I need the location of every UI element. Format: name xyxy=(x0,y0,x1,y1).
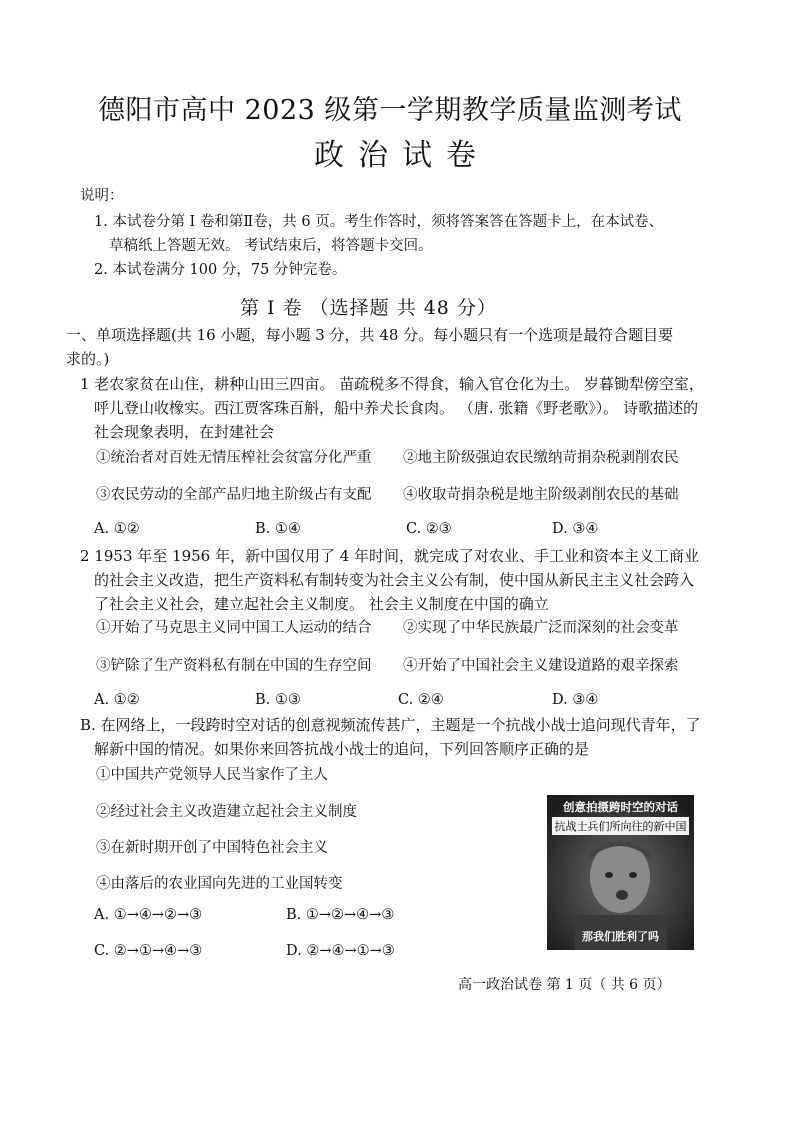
q3-statement-3: ③在新时期开创了中国特色社会主义 xyxy=(96,840,328,856)
q1-statement-2: ②地主阶级强迫农民缴纳苛捐杂税剥削农民 xyxy=(403,450,679,466)
q3-option-d: D. ②→④→①→③ xyxy=(286,943,395,959)
q3-statement-2: ②经过社会主义改造建立起社会主义制度 xyxy=(96,804,357,820)
q2-option-c: C. ②④ xyxy=(398,692,444,708)
q3-option-a: A. ①→④→②→③ xyxy=(94,907,203,923)
q1-statement-1: ①统治者对百姓无情压榨社会贫富分化严重 xyxy=(96,450,372,466)
section-instruction-line-1: 一、单项选择题(共 16 小题，每小题 3 分，共 48 分。每小题只有一个选项是最符合题目要 xyxy=(66,326,674,344)
q2-option-d: D. ③④ xyxy=(552,692,599,708)
q1-option-d: D. ③④ xyxy=(552,521,599,537)
q2-option-b: B. ①③ xyxy=(255,692,301,708)
note-item-1-line-2: 草稿纸上答题无效。 考试结束后，将答题卡交回。 xyxy=(109,238,433,254)
image-caption-bottom: 那我们胜利了吗 xyxy=(582,930,659,943)
image-caption-top: 创意拍摄跨时空的对话 xyxy=(563,800,678,814)
note-item-1-line-1: 1. 本试卷分第 I 卷和第Ⅱ卷，共 6 页。考生作答时，须将答案答在答题卡上，在本试卷、 xyxy=(94,214,664,230)
q1-stem-line-1: 1 老农家贫在山住，耕种山田三四亩。 苗疏税多不得食，输入官仓化为土。 岁暮锄犁傍空室， xyxy=(80,375,704,393)
image-caption-mid: 抗战士兵们所向往的新中国 xyxy=(552,817,689,835)
subject-title: 政治试卷 xyxy=(314,138,490,173)
q1-stem-line-2: 呼儿登山收橡实。西江贾客珠百斛，船中养犬长食肉。 （唐. 张籍《野老歌》）。 诗歌描述的 xyxy=(94,399,699,417)
q3-option-b: B. ①→②→④→③ xyxy=(286,907,395,923)
q2-stem-line-1: 2 1953 年至 1956 年，新中国仅用了 4 年时间，就完成了对农业、手工业和资本主义工商业 xyxy=(80,547,700,565)
q3-stem-line-1: B. 在网络上，一段跨时空对话的创意视频流传甚广，主题是一个抗战小战士追问现代青年，了 xyxy=(80,716,701,734)
section-instruction-line-2: 求的。) xyxy=(66,350,110,368)
soldier-video-image xyxy=(547,795,694,950)
notes-label: 说明： xyxy=(80,188,124,204)
section-heading: 第 I 卷 （选择题 共 48 分） xyxy=(240,297,497,319)
q3-statement-1: ①中国共产党领导人民当家作了主人 xyxy=(96,767,328,783)
q2-stem-line-3: 了社会主义社会，建立起社会主义制度。 社会主义制度在中国的确立 xyxy=(94,595,549,613)
q1-statement-4: ④收取苛捐杂税是地主阶级剥削农民的基础 xyxy=(403,487,679,503)
q2-statement-3: ③铲除了生产资料私有制在中国的生存空间 xyxy=(96,658,372,674)
q1-stem-line-3: 社会现象表明，在封建社会 xyxy=(94,423,275,441)
q3-option-c: C. ②→①→④→③ xyxy=(94,943,203,959)
q3-stem-line-2: 解新中国的情况。如果你来回答抗战小战士的追问，下列回答顺序正确的是 xyxy=(94,740,590,758)
page-footer: 高一政治试卷 第 1 页（ 共 6 页） xyxy=(458,977,671,993)
q1-option-c: C. ②③ xyxy=(406,521,452,537)
q2-statement-2: ②实现了中华民族最广泛而深刻的社会变革 xyxy=(403,620,679,636)
q3-statement-4: ④由落后的农业国向先进的工业国转变 xyxy=(96,876,343,892)
q1-option-b: B. ①④ xyxy=(255,521,301,537)
q2-statement-1: ①开始了马克思主义同中国工人运动的结合 xyxy=(96,620,372,636)
q1-statement-3: ③农民劳动的全部产品归地主阶级占有支配 xyxy=(96,487,372,503)
exam-title: 德阳市高中 2023 级第一学期教学质量监测考试 xyxy=(98,95,682,126)
q2-stem-line-2: 的社会主义改造，把生产资料私有制转变为社会主义公有制，使中国从新民主主义社会跨入 xyxy=(94,571,695,589)
q2-option-a: A. ①② xyxy=(94,692,140,708)
q2-statement-4: ④开始了中国社会主义建设道路的艰辛探索 xyxy=(403,658,679,674)
note-item-2: 2. 本试卷满分 100 分，75 分钟完卷。 xyxy=(94,262,347,278)
q1-option-a: A. ①② xyxy=(94,521,140,537)
